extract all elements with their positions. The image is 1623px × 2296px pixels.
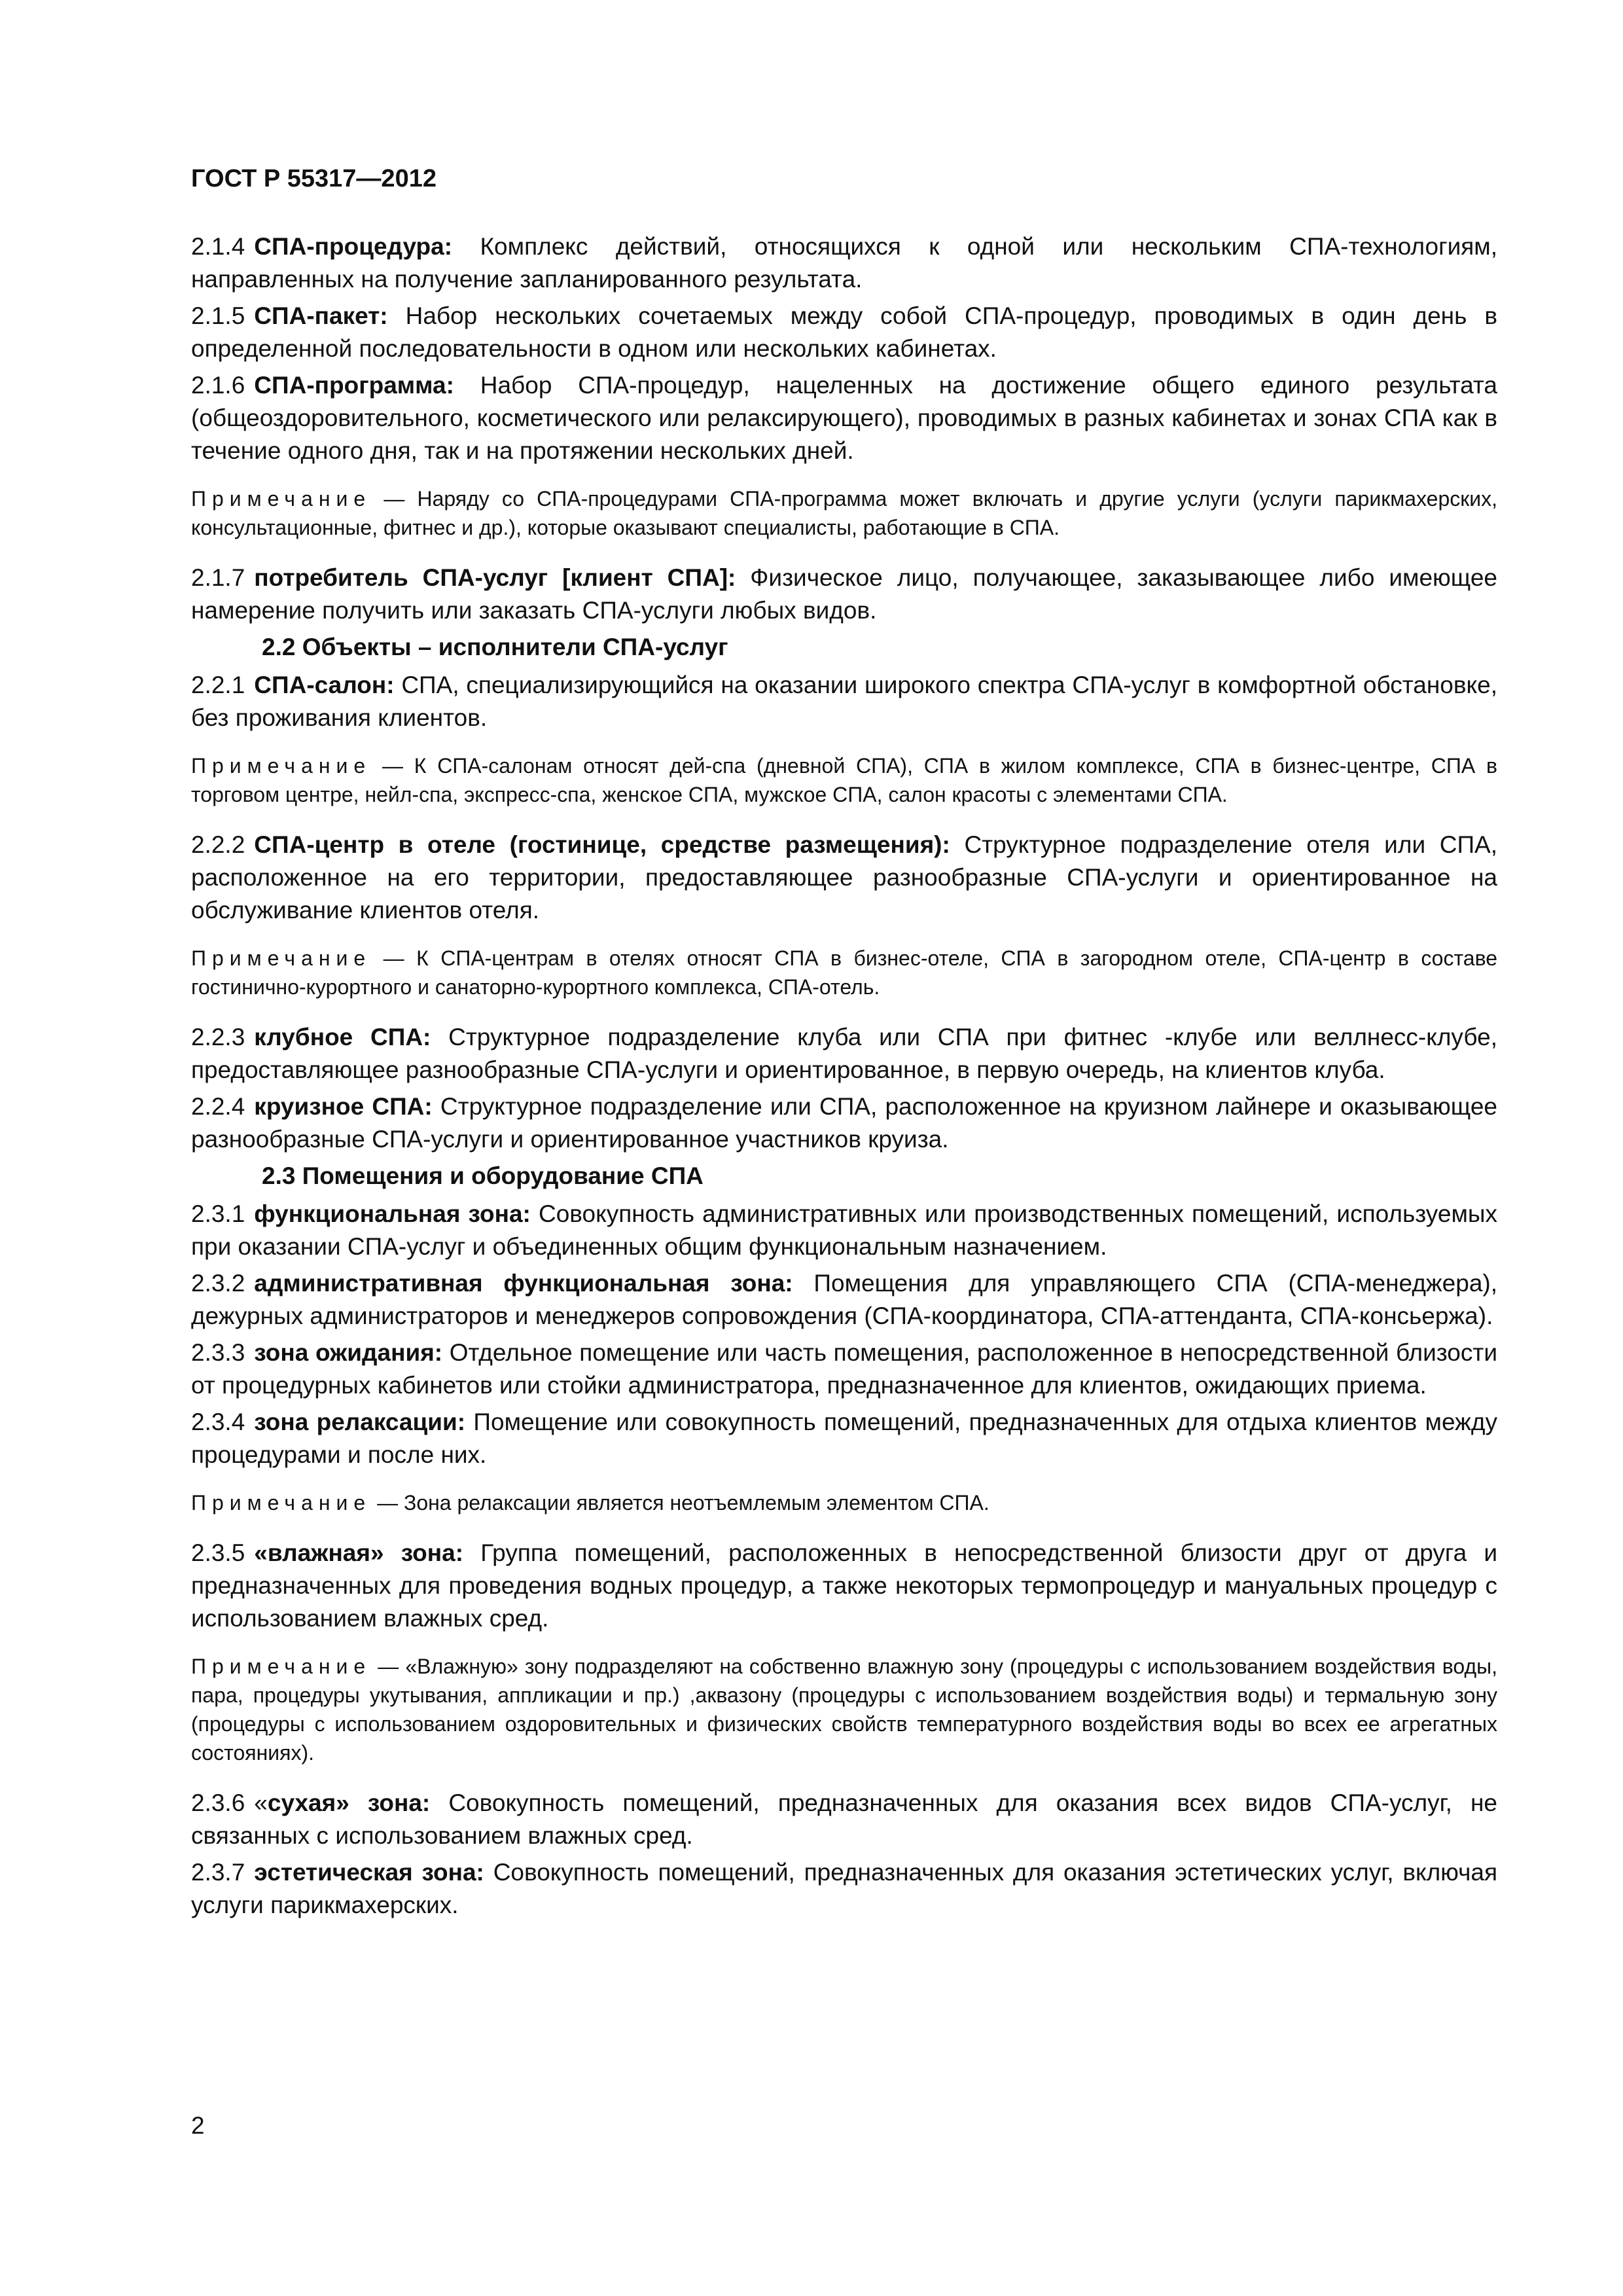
clause-text: СПА, специализирующийся на оказании широкого спектра СПА-услуг в комфортной обстановке, без проживания клиентов. — [191, 672, 1497, 731]
clause-term: потребитель СПА-услуг [клиент СПА]: — [254, 564, 736, 591]
note-dash: — — [371, 754, 414, 778]
clause-text: Совокупность помещений, предназначенных для оказания всех видов СПА-услуг, не связанных с использованием влажных сред. — [191, 1789, 1498, 1849]
clause-text: Комплекс действий, относящихся к одной или нескольким СПА-технологиям, направленных на получение запланированного результата. — [191, 233, 1497, 293]
section-heading-2-3: 2.3 Помещения и оборудование СПА — [262, 1162, 704, 1189]
clause-2-1-5 — [191, 300, 1497, 365]
note-text: «Влажную» зону подразделяют на собственно влажную зону (процедуры с использованием воздействия воды, пара, процедуры укутывания, аппликации и пр.) ,аквазону (процедуры с использованием воздействия воды) и термальную зону (процедуры с использованием оздоровительных и физических свойств температурного воздействия воды во всех ее агрегатных состояниях). — [191, 1655, 1497, 1765]
clause-term: круизное СПА: — [254, 1093, 433, 1120]
note-text: Наряду со СПА-процедурами СПА-программа может включать и другие услуги (услуги парикмахерских, консультационные, фитнес и др.), которые оказывают специалисты, работающие в СПА. — [191, 487, 1498, 539]
note-dash: — — [371, 487, 418, 511]
clause-2-3-5 — [191, 1537, 1497, 1635]
clause-number: 2.3.6 — [191, 1789, 245, 1816]
note-label: Примечание — [191, 946, 372, 970]
clause-number: 2.3.3 — [191, 1339, 245, 1366]
clause-number: 2.3.1 — [191, 1200, 245, 1227]
clause-term: СПА-салон: — [254, 672, 395, 698]
clause-2-3-2 — [191, 1267, 1497, 1333]
clause-2-2-3 — [191, 1021, 1497, 1086]
clause-text: Набор СПА-процедур, нацеленных на достижение общего единого результата (общеоздоровительного, косметического или релаксирующего), проводимых в разных кабинетах и зонах СПА как в течение одного дня, так и на протяжении нескольких дней. — [191, 372, 1497, 464]
clause-number: 2.2.1 — [191, 672, 245, 698]
clause-number: 2.1.4 — [191, 233, 245, 260]
clause-number: 2.1.5 — [191, 302, 245, 329]
clause-2-2-1 — [191, 669, 1497, 734]
clause-text: Совокупность помещений, предназначенных для оказания эстетических услуг, включая услуги парикмахерских. — [191, 1859, 1498, 1918]
clause-text: Помещения для управляющего СПА (СПА-менеджера), дежурных администраторов и менеджеров сопровождения (СПА-координатора, СПА-аттенданта, СПА-консьержа). — [191, 1270, 1497, 1329]
clause-2-3-1 — [191, 1198, 1497, 1263]
clause-2-3-6 — [191, 1787, 1497, 1852]
note-2-3-4 — [191, 1488, 1497, 1517]
clause-text: Физическое лицо, получающее, заказывающее либо имеющее намерение получить или заказать СПА-услуги любых видов. — [191, 564, 1497, 624]
clause-number: 2.3.4 — [191, 1408, 245, 1435]
clause-number: 2.2.4 — [191, 1093, 245, 1120]
clause-term: «влажная» зона: — [254, 1539, 464, 1566]
clause-text: Группа помещений, расположенных в непосредственной близости друг от друга и предназначенных для проведения водных процедур, а также некоторых термопроцедур и мануальных процедур с использованием влажных сред. — [191, 1539, 1498, 1632]
clause-number: 2.2.2 — [191, 831, 245, 858]
note-label: Примечание — [191, 487, 372, 511]
clause-number: 2.3.5 — [191, 1539, 245, 1566]
note-2-2-1 — [191, 751, 1497, 809]
clause-text: Набор нескольких сочетаемых между собой СПА-процедур, проводимых в один день в определенной последовательности в одном или нескольких кабинетах. — [191, 302, 1497, 362]
clause-term: зона ожидания: — [254, 1339, 443, 1366]
clause-2-3-4 — [191, 1406, 1497, 1471]
note-text: Зона релаксации является неотъемлемым элементом СПА. — [404, 1491, 990, 1515]
page-number: 2 — [191, 2112, 205, 2139]
note-label: Примечание — [191, 754, 372, 778]
note-dash: — — [371, 1491, 404, 1515]
clause-number: 2.1.7 — [191, 564, 245, 591]
clause-2-3-7 — [191, 1856, 1497, 1922]
note-label: Примечание — [191, 1491, 372, 1515]
clause-text: Совокупность административных или производственных помещений, используемых при оказании СПА-услуг и объединенных общим функциональным назначением. — [191, 1200, 1497, 1260]
clause-term: эстетическая зона: — [254, 1859, 484, 1886]
note-2-3-5 — [191, 1652, 1497, 1767]
clause-term: административная функциональная зона: — [254, 1270, 793, 1297]
clause-number: 2.3.7 — [191, 1859, 245, 1886]
clause-term-prefix: « — [254, 1789, 268, 1816]
note-dash: — — [371, 946, 417, 970]
clause-term: СПА-центр в отеле (гостинице, средстве размещения): — [254, 831, 950, 858]
note-2-2-2 — [191, 944, 1497, 1001]
note-label: Примечание — [191, 1655, 372, 1678]
clause-term: сухая» зона: — [267, 1789, 431, 1816]
clause-2-1-6 — [191, 369, 1497, 467]
standard-header: ГОСТ Р 55317—2012 — [191, 165, 437, 192]
clause-term: СПА-процедура: — [254, 233, 453, 260]
clause-number: 2.3.2 — [191, 1270, 245, 1297]
note-dash: — — [371, 1655, 406, 1678]
note-text: К СПА-центрам в отелях относят СПА в бизнес-отеле, СПА в загородном отеле, СПА-центр в составе гостинично-курортного и санаторно-курортного комплекса, СПА-отель. — [191, 946, 1498, 999]
clause-term: СПА-пакет: — [254, 302, 388, 329]
clause-2-2-4 — [191, 1090, 1497, 1156]
clause-2-1-4 — [191, 230, 1497, 296]
clause-text: Помещение или совокупность помещений, предназначенных для отдыха клиентов между процедурами и после них. — [191, 1408, 1497, 1468]
clause-term: функциональная зона: — [254, 1200, 531, 1227]
clause-term: клубное СПА: — [254, 1024, 431, 1050]
clause-2-3-3 — [191, 1336, 1497, 1402]
document-page — [191, 164, 1497, 1926]
clause-term: СПА-программа: — [254, 372, 454, 399]
clause-text: Структурное подразделение отеля или СПА, расположенное на его территории, предоставляющее разнообразные СПА-услуги и ориентированное на обслуживание клиентов отеля. — [191, 831, 1497, 924]
clause-term: зона релаксации: — [254, 1408, 466, 1435]
clause-text: Структурное подразделение или СПА, расположенное на круизном лайнере и оказывающее разнообразные СПА-услуги и ориентированное участников круиза. — [191, 1093, 1497, 1153]
clause-text: Отдельное помещение или часть помещения, расположенное в непосредственной близости от процедурных кабинетов или стойки администратора, предназначенное для клиентов, ожидающих приема. — [191, 1339, 1498, 1399]
note-text: К СПА-салонам относят дей-спа (дневной СПА), СПА в жилом комплексе, СПА в бизнес-центре, СПА в торговом центре, нейл-спа, экспресс-спа, женское СПА, мужское СПА, салон красоты с элементами СПА. — [191, 754, 1498, 806]
note-2-1-6 — [191, 484, 1497, 542]
clause-number: 2.2.3 — [191, 1024, 245, 1050]
clause-number: 2.1.6 — [191, 372, 245, 399]
clause-text: Структурное подразделение клуба или СПА при фитнес -клубе или веллнесс-клубе, предоставляющее разнообразные СПА-услуги и ориентированное, в первую очередь, на клиентов клуба. — [191, 1024, 1497, 1083]
clause-2-2-2 — [191, 829, 1497, 927]
section-heading-2-2: 2.2 Объекты – исполнители СПА-услуг — [262, 634, 728, 660]
clause-2-1-7 — [191, 562, 1497, 627]
